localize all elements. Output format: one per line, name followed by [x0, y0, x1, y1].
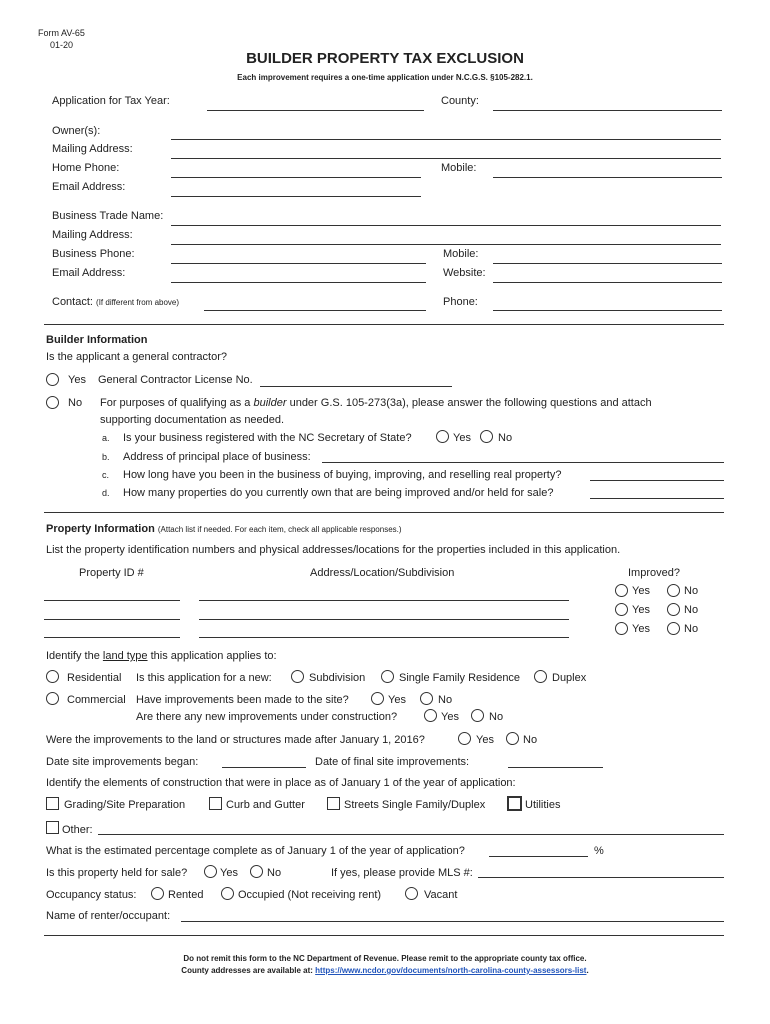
- business-email-field[interactable]: [171, 282, 426, 283]
- form-revision: 01-20: [50, 40, 74, 50]
- owner-mailing-label: Mailing Address:: [52, 143, 133, 155]
- principal-address-field[interactable]: [322, 462, 724, 463]
- renter-field[interactable]: [181, 921, 724, 922]
- license-label: General Contractor License No.: [98, 374, 253, 386]
- contractor-no-radio[interactable]: [46, 396, 59, 409]
- after-2016-no-radio[interactable]: [506, 732, 519, 745]
- vacant-label: Vacant: [424, 889, 458, 901]
- after-2016-yes-radio[interactable]: [458, 732, 471, 745]
- streets-checkbox[interactable]: [327, 797, 340, 810]
- trade-name-field[interactable]: [171, 225, 721, 226]
- com-q1-no-label: No: [438, 694, 453, 706]
- residential-radio[interactable]: [46, 670, 59, 683]
- contact-note: (If different from above): [96, 298, 180, 307]
- mls-label: If yes, please provide MLS #:: [331, 867, 473, 879]
- builder-instructions-post: under G.S. 105-273(3a), please answer the following questions and attach: [289, 397, 652, 409]
- years-in-business-field[interactable]: [590, 480, 724, 481]
- held-for-sale-question: Is this property held for sale?: [46, 867, 188, 879]
- improved-yes-label-2: Yes: [632, 604, 650, 616]
- residential-label: Residential: [67, 672, 122, 684]
- land-type-question: [46, 650, 277, 662]
- improved-no-radio-2[interactable]: [667, 603, 680, 616]
- land-type-post: this application applies to:: [150, 650, 277, 662]
- residential-question: Is this application for a new:: [136, 672, 272, 684]
- owner-email-label: Email Address:: [52, 181, 126, 193]
- rented-label: Rented: [168, 889, 204, 901]
- subdivision-label: Subdivision: [309, 672, 366, 684]
- builder-instructions: [100, 397, 652, 409]
- other-label: Other:: [62, 824, 93, 836]
- subdivision-radio[interactable]: [291, 670, 304, 683]
- duplex-label: Duplex: [552, 672, 587, 684]
- question-b-text: Address of principal place of business:: [123, 451, 311, 463]
- contact-phone-field[interactable]: [493, 310, 722, 311]
- website-field[interactable]: [493, 282, 722, 283]
- after-2016-question: Were the improvements to the land or structures made after January 1, 2016?: [46, 734, 425, 746]
- license-field[interactable]: [260, 386, 452, 387]
- com-q1-yes-label: Yes: [388, 694, 406, 706]
- held-no-radio[interactable]: [250, 865, 263, 878]
- improved-no-label-3: No: [684, 623, 699, 635]
- improved-no-radio-3[interactable]: [667, 622, 680, 635]
- improved-yes-label-1: Yes: [632, 585, 650, 597]
- contractor-yes-label: Yes: [68, 374, 86, 386]
- contact-phone-label: Phone:: [443, 296, 478, 308]
- date-began-label: Date site improvements began:: [46, 756, 199, 768]
- com-q2-yes-label: Yes: [441, 711, 459, 723]
- footer-line-1: Do not remit this form to the NC Department of Revenue. Please remit to the appropriate county tax office.: [183, 954, 587, 963]
- form-number: Form AV-65: [38, 28, 85, 38]
- column-improved: Improved?: [628, 567, 680, 579]
- business-phone-label: Business Phone:: [52, 248, 135, 260]
- properties-owned-field[interactable]: [590, 498, 724, 499]
- date-final-label: Date of final site improvements:: [315, 756, 470, 768]
- commercial-question-1: Have improvements been made to the site?: [136, 694, 349, 706]
- occupied-label: Occupied (Not receiving rent): [238, 889, 382, 901]
- column-address: Address/Location/Subdivision: [310, 567, 455, 579]
- percent-sign: %: [594, 845, 604, 857]
- business-mobile-label: Mobile:: [443, 248, 479, 260]
- question-a-yes-label: Yes: [453, 432, 471, 444]
- form-subtitle: Each improvement requires a one-time application under N.C.G.S. §105-282.1.: [237, 73, 533, 82]
- contact-label: [52, 296, 179, 308]
- improved-no-radio-1[interactable]: [667, 584, 680, 597]
- business-mailing-field[interactable]: [171, 244, 721, 245]
- commercial-question-2: Are there any new improvements under construction?: [136, 711, 398, 723]
- question-a-no-radio[interactable]: [480, 430, 493, 443]
- business-phone-field[interactable]: [171, 263, 426, 264]
- improved-yes-radio-1[interactable]: [615, 584, 628, 597]
- owner-email-field[interactable]: [171, 196, 421, 197]
- question-c-letter: c.: [102, 470, 110, 480]
- home-phone-label: Home Phone:: [52, 162, 120, 174]
- county-label: County:: [441, 95, 479, 107]
- tax-year-label: Application for Tax Year:: [52, 95, 170, 107]
- builder-instructions-italic: builder: [253, 397, 287, 409]
- business-email-label: Email Address:: [52, 267, 126, 279]
- website-label: Website:: [443, 267, 486, 279]
- question-a-letter: a.: [102, 433, 110, 443]
- owners-field[interactable]: [171, 139, 721, 140]
- improved-yes-radio-2[interactable]: [615, 603, 628, 616]
- question-a-yes-radio[interactable]: [436, 430, 449, 443]
- streets-label: Streets Single Family/Duplex: [344, 799, 486, 811]
- builder-instructions-pre: For purposes of qualifying as a: [100, 397, 251, 409]
- curb-checkbox[interactable]: [209, 797, 222, 810]
- question-a-no-label: No: [498, 432, 513, 444]
- single-family-label: Single Family Residence: [399, 672, 521, 684]
- footer-line-2-post: .: [586, 966, 589, 975]
- after-2016-yes-label: Yes: [476, 734, 494, 746]
- footer-line-2: [0, 966, 770, 975]
- question-d-letter: d.: [102, 488, 110, 498]
- other-field[interactable]: [98, 834, 724, 835]
- property-address-field-2[interactable]: [199, 619, 569, 620]
- property-heading-note: (Attach list if needed. For each item, check all applicable responses.): [157, 525, 402, 534]
- section-divider: [44, 324, 724, 325]
- property-heading: [46, 523, 402, 535]
- property-id-field-2[interactable]: [44, 619, 180, 620]
- land-type-underline: land type: [102, 650, 148, 662]
- percent-field[interactable]: [489, 856, 588, 857]
- curb-label: Curb and Gutter: [226, 799, 305, 811]
- county-assessors-link[interactable]: https://www.ncdor.gov/documents/north-carolina-county-assessors-list: [315, 966, 587, 975]
- grading-label: Grading/Site Preparation: [64, 799, 186, 811]
- improved-no-label-1: No: [684, 585, 699, 597]
- contractor-yes-radio[interactable]: [46, 373, 59, 386]
- grading-checkbox[interactable]: [46, 797, 59, 810]
- footer-line-2-pre: County addresses are available at:: [181, 966, 313, 975]
- general-contractor-question: Is the applicant a general contractor?: [46, 351, 228, 363]
- footer-divider: [44, 935, 724, 936]
- renter-label: Name of renter/occupant:: [46, 910, 171, 922]
- business-mobile-field[interactable]: [493, 263, 722, 264]
- contact-field[interactable]: [204, 310, 426, 311]
- property-address-field-3[interactable]: [199, 637, 569, 638]
- date-began-field[interactable]: [222, 767, 306, 768]
- com-q2-no-label: No: [489, 711, 504, 723]
- owner-mobile-label: Mobile:: [441, 162, 477, 174]
- form-title: BUILDER PROPERTY TAX EXCLUSION: [246, 50, 524, 67]
- question-c-text: How long have you been in the business of buying, improving, and reselling real property?: [123, 469, 562, 481]
- question-a-text: Is your business registered with the NC Secretary of State?: [123, 432, 412, 444]
- property-id-field-1[interactable]: [44, 600, 180, 601]
- com-q2-yes-radio[interactable]: [424, 709, 437, 722]
- land-type-pre: Identify the: [46, 650, 100, 662]
- contact-label-text: Contact:: [52, 296, 93, 308]
- home-phone-field[interactable]: [171, 177, 421, 178]
- county-field[interactable]: [493, 110, 722, 111]
- builder-instructions-line2: supporting documentation as needed.: [100, 414, 285, 426]
- vacant-radio[interactable]: [405, 887, 418, 900]
- improved-no-label-2: No: [684, 604, 699, 616]
- column-property-id: Property ID #: [79, 567, 144, 579]
- property-address-field-1[interactable]: [199, 600, 569, 601]
- question-d-text: How many properties do you currently own that are being improved and/or held for sale?: [123, 487, 554, 499]
- com-q1-no-radio[interactable]: [420, 692, 433, 705]
- utilities-checkbox[interactable]: [507, 796, 522, 811]
- held-yes-label: Yes: [220, 867, 238, 879]
- duplex-radio[interactable]: [534, 670, 547, 683]
- mls-field[interactable]: [478, 877, 724, 878]
- section-divider-2: [44, 512, 724, 513]
- com-q2-no-radio[interactable]: [471, 709, 484, 722]
- commercial-label: Commercial: [67, 694, 126, 706]
- tax-year-field[interactable]: [207, 110, 424, 111]
- held-no-label: No: [267, 867, 282, 879]
- property-heading-text: Property Information: [46, 523, 155, 535]
- business-mailing-label: Mailing Address:: [52, 229, 133, 241]
- improved-yes-radio-3[interactable]: [615, 622, 628, 635]
- owners-label: Owner(s):: [52, 125, 101, 137]
- improved-yes-label-3: Yes: [632, 623, 650, 635]
- property-intro: List the property identification numbers and physical addresses/locations for the properties included in this application.: [46, 544, 621, 556]
- com-q1-yes-radio[interactable]: [371, 692, 384, 705]
- commercial-radio[interactable]: [46, 692, 59, 705]
- occupied-radio[interactable]: [221, 887, 234, 900]
- trade-name-label: Business Trade Name:: [52, 210, 164, 222]
- percent-question: What is the estimated percentage complete as of January 1 of the year of application?: [46, 845, 465, 857]
- owner-mobile-field[interactable]: [493, 177, 722, 178]
- rented-radio[interactable]: [151, 887, 164, 900]
- other-checkbox[interactable]: [46, 821, 59, 834]
- builder-heading: Builder Information: [46, 334, 148, 346]
- owner-mailing-field[interactable]: [171, 158, 721, 159]
- elements-intro: Identify the elements of construction that were in place as of January 1 of the year of application:: [46, 777, 516, 789]
- property-id-field-3[interactable]: [44, 637, 180, 638]
- after-2016-no-label: No: [523, 734, 538, 746]
- held-yes-radio[interactable]: [204, 865, 217, 878]
- single-family-radio[interactable]: [381, 670, 394, 683]
- question-b-letter: b.: [102, 452, 110, 462]
- date-final-field[interactable]: [508, 767, 603, 768]
- utilities-label: Utilities: [525, 799, 561, 811]
- contractor-no-label: No: [68, 397, 83, 409]
- occupancy-label: Occupancy status:: [46, 889, 137, 901]
